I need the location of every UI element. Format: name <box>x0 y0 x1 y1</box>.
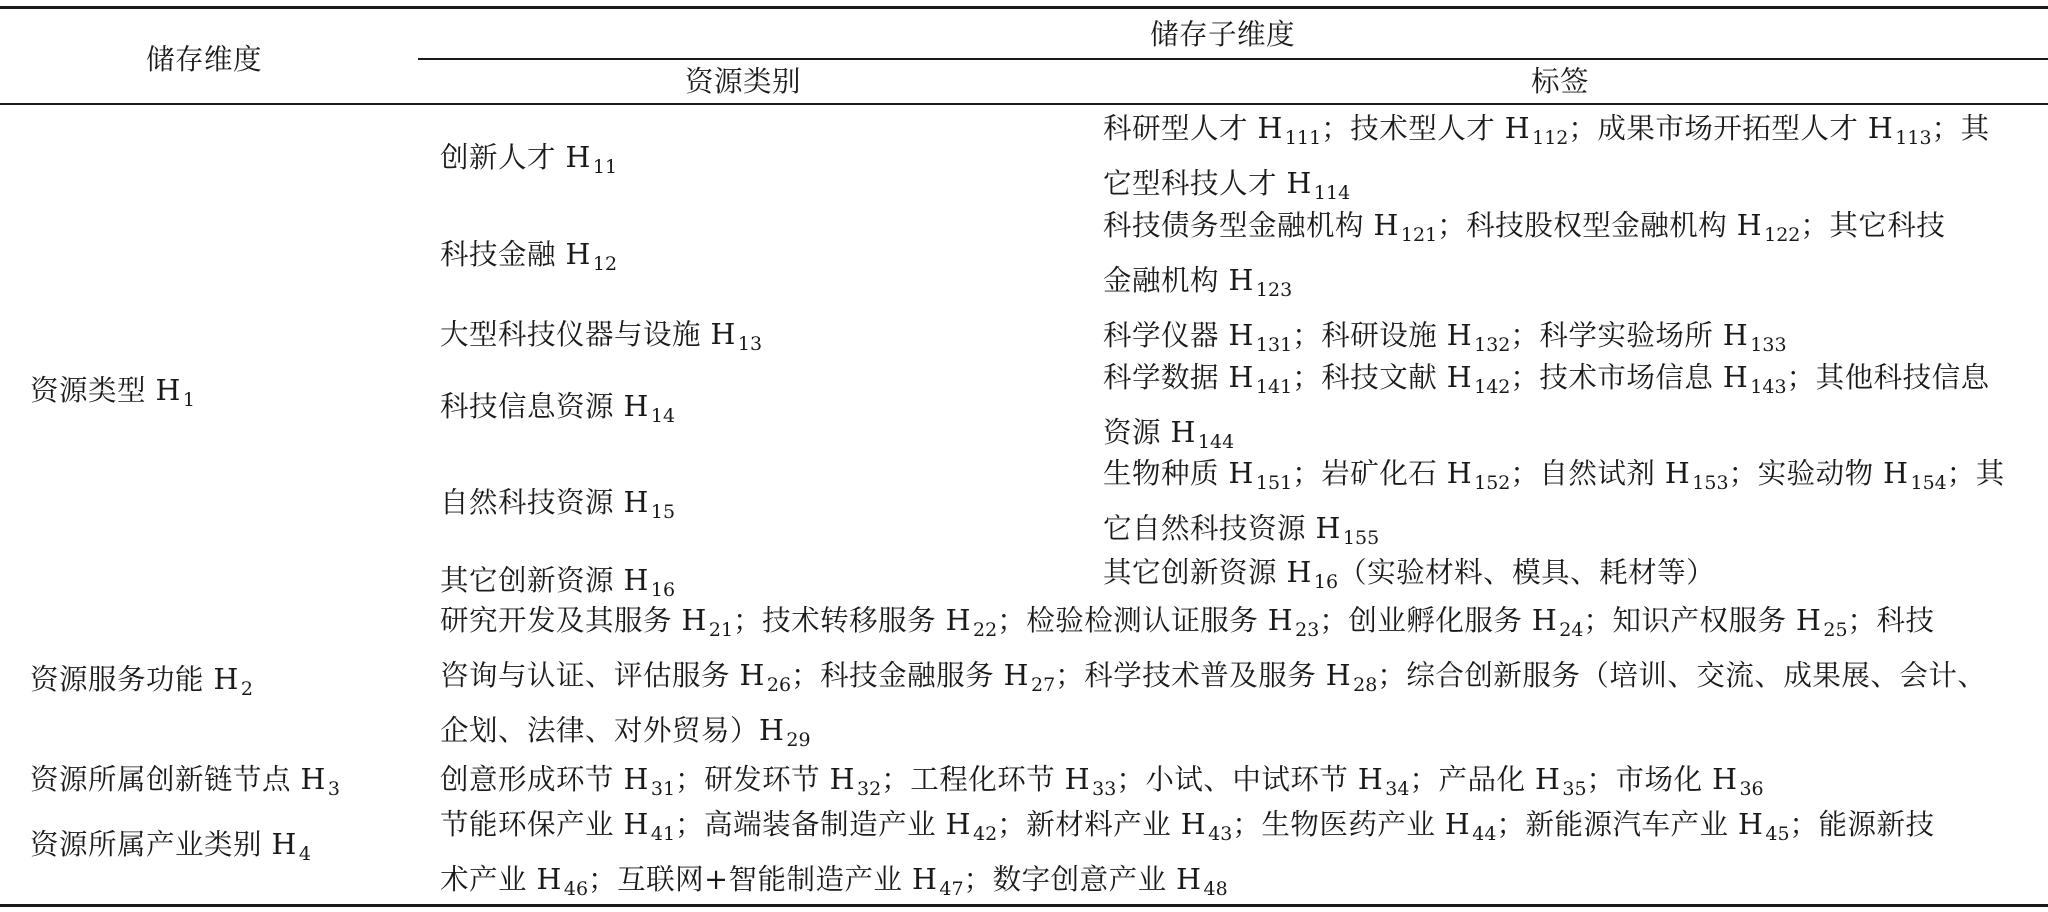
subscript: 131 <box>1255 334 1293 356</box>
label-line: 科学数据 H $_{141}$；科技文献 H $_{142}$；技术市场信息 H $_{143}$；其他科技信息 <box>1103 361 1990 398</box>
subscript: 142 <box>1474 376 1511 398</box>
dimension-cell: 资源所属创新链节点 H $_3$ <box>30 763 341 800</box>
subscript: 113 <box>1895 127 1932 149</box>
subscript: 36 <box>1739 778 1764 800</box>
header-bottom-rule <box>0 103 2048 105</box>
subscript: 47 <box>939 878 964 900</box>
header-sub-rule <box>418 58 2048 60</box>
label-line: 生物种质 H $_{151}$；岩矿化石 H $_{152}$；自然试剂 H $_{153}$；实验动物 H $_{154}$；其 <box>1103 457 2005 494</box>
subscript: 44 <box>1472 823 1497 845</box>
subscript: 27 <box>1031 674 1056 696</box>
subscript: 14 <box>650 405 676 427</box>
subscript: 41 <box>650 823 676 845</box>
subscript: 155 <box>1342 527 1380 549</box>
label-line: 资源 H $_{144}$ <box>1103 416 1235 453</box>
subscript: 114 <box>1313 182 1351 204</box>
subscript: 16 <box>650 579 676 601</box>
label-line: 其它创新资源 H $_{16}$（实验材料、模具、耗材等） <box>1103 556 1716 593</box>
header-resource-category: 资源类别 <box>685 65 802 98</box>
label-line: 科学仪器 H $_{131}$；科研设施 H $_{132}$；科学实验场所 H $_{133}$ <box>1103 319 1787 356</box>
subscript: 111 <box>1284 127 1322 149</box>
content-line: 创意形成环节 H $_{31}$；研发环节 H $_{32}$；工程化环节 H $_{33}$；小试、中试环节 H $_{34}$；产品化 H $_{35}$；市场化 H $_{36}$ <box>440 763 1764 800</box>
subscript: 132 <box>1474 334 1511 356</box>
subscript: 1 <box>182 389 196 411</box>
subscript: 22 <box>973 619 998 641</box>
dimension-cell: 资源类型 H $_1$ <box>30 374 196 411</box>
subscript: 16 <box>1313 571 1339 593</box>
subscript: 43 <box>1208 823 1233 845</box>
label-line: 金融机构 H $_{123}$ <box>1103 264 1293 301</box>
subscript: 133 <box>1750 334 1787 356</box>
subscript: 23 <box>1295 619 1320 641</box>
subscript: 32 <box>857 778 882 800</box>
subscript: 2 <box>240 678 254 700</box>
subscript: 48 <box>1203 878 1228 900</box>
bottom-rule <box>0 904 2048 907</box>
header-sub-dimension: 储存子维度 <box>1150 18 1296 51</box>
label-line: 它自然科技资源 H $_{155}$ <box>1103 512 1380 549</box>
label-line: 它型科技人才 H $_{114}$ <box>1103 167 1351 204</box>
dimension-cell: 资源服务功能 H $_2$ <box>30 663 254 700</box>
subscript: 46 <box>563 878 589 900</box>
category-cell: 科技金融 H $_{12}$ <box>440 238 618 275</box>
subscript: 143 <box>1750 376 1787 398</box>
category-cell: 创新人才 H $_{11}$ <box>440 141 618 178</box>
subscript: 26 <box>766 674 792 696</box>
label-line: 科研型人才 H $_{111}$；技术型人才 H $_{112}$；成果市场开拓型人才 H $_{113}$；其 <box>1103 112 1990 149</box>
subscript: 151 <box>1255 472 1293 494</box>
dimension-cell: 资源所属产业类别 H $_4$ <box>30 828 312 865</box>
subscript: 34 <box>1385 778 1410 800</box>
header-labels: 标签 <box>1531 65 1590 98</box>
subscript: 33 <box>1092 778 1117 800</box>
subscript: 123 <box>1255 279 1293 301</box>
content-line: 节能环保产业 H $_{41}$；高端装备制造产业 H $_{42}$；新材料产业 H $_{43}$；生物医药产业 H $_{44}$；新能源汽车产业 H $_{45}$；能源新技 <box>440 808 1935 845</box>
content-line: 术产业 H $_{46}$；互联网+智能制造产业 H $_{47}$；数字创意产业 H $_{48}$ <box>440 863 1228 900</box>
subscript: 152 <box>1474 472 1511 494</box>
subscript: 42 <box>973 823 998 845</box>
subscript: 122 <box>1764 224 1801 246</box>
subscript: 29 <box>786 729 811 751</box>
subscript: 31 <box>650 778 676 800</box>
top-rule <box>0 6 2048 9</box>
subscript: 144 <box>1197 431 1235 453</box>
subscript: 45 <box>1765 823 1790 845</box>
subscript: 15 <box>650 501 676 523</box>
subscript: 154 <box>1910 472 1947 494</box>
subscript: 4 <box>298 843 312 865</box>
content-line: 研究开发及其服务 H $_{21}$；技术转移服务 H $_{22}$；检验检测认证服务 H $_{23}$；创业孵化服务 H $_{24}$；知识产权服务 H $_{25}$；科技 <box>440 604 1935 641</box>
content-line: 企划、法律、对外贸易）H $_{29}$ <box>440 714 811 751</box>
subscript: 141 <box>1255 376 1293 398</box>
category-cell: 大型科技仪器与设施 H $_{13}$ <box>440 318 763 355</box>
subscript: 3 <box>327 778 341 800</box>
subscript: 121 <box>1400 224 1438 246</box>
header-dimension: 储存维度 <box>146 43 263 76</box>
category-cell: 科技信息资源 H $_{14}$ <box>440 390 676 427</box>
category-cell: 其它创新资源 H $_{16}$ <box>440 564 676 601</box>
label-line: 科技债务型金融机构 H $_{121}$；科技股权型金融机构 H $_{122}$；其它科技 <box>1103 209 1946 246</box>
subscript: 28 <box>1353 674 1378 696</box>
subscript: 25 <box>1823 619 1848 641</box>
category-cell: 自然科技资源 H $_{15}$ <box>440 486 676 523</box>
content-line: 咨询与认证、评估服务 H $_{26}$；科技金融服务 H $_{27}$；科学技术普及服务 H $_{28}$；综合创新服务（培训、交流、成果展、会计、 <box>440 659 1987 696</box>
subscript: 12 <box>592 253 618 275</box>
subscript: 24 <box>1559 619 1584 641</box>
subscript: 153 <box>1692 472 1729 494</box>
subscript: 112 <box>1532 127 1569 149</box>
subscript: 11 <box>592 156 618 178</box>
subscript: 21 <box>708 619 734 641</box>
subscript: 13 <box>737 333 763 355</box>
subscript: 35 <box>1562 778 1587 800</box>
